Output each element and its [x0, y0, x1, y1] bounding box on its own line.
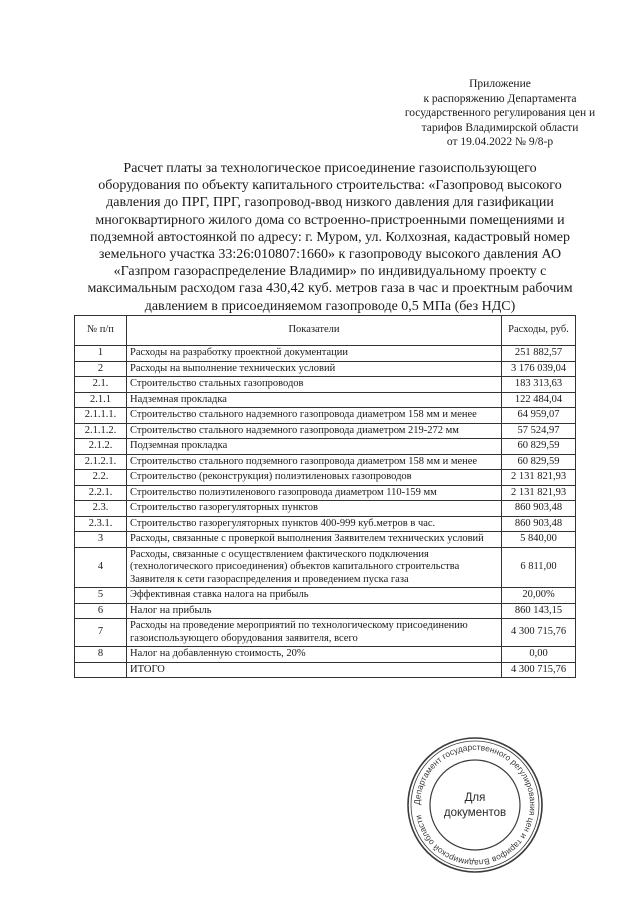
row-text: Расходы на выполнение технических условий	[127, 361, 502, 377]
table-row	[75, 439, 576, 455]
table-row	[75, 392, 576, 408]
header-indicator: Показатели	[127, 316, 502, 346]
row-value: 183 313,63	[502, 377, 576, 393]
cost-table	[74, 315, 576, 678]
table-header-row	[75, 316, 576, 346]
stamp-ring-text	[412, 742, 538, 868]
table-row	[75, 346, 576, 362]
row-text: Налог на прибыль	[127, 603, 502, 619]
row-num: 1	[75, 346, 127, 362]
table-row	[75, 485, 576, 501]
table-row	[75, 470, 576, 486]
row-text: Строительство стального надземного газопровода диаметром 158 мм и менее	[127, 408, 502, 424]
row-value: 60 829,59	[502, 454, 576, 470]
title-line: максимальным расходом газа 430,42 куб. метров газа в час и проектным рабочим	[87, 281, 573, 297]
title-line: оборудования по объекту капитального строительства: «Газопровод высокого	[98, 178, 562, 194]
row-value: 860 143,15	[502, 603, 576, 619]
row-text: Эффективная ставка налога на прибыль	[127, 588, 502, 604]
row-value: 4 300 715,76	[502, 662, 576, 678]
title-line: подземной автостоянкой по адресу: г. Муром, ул. Колхозная, кадастровый номер	[89, 229, 570, 245]
row-value: 122 484,04	[502, 392, 576, 408]
row-num: 2.1.2.	[75, 439, 127, 455]
row-value: 3 176 039,04	[502, 361, 576, 377]
row-text: Расходы, связанные с осуществлением фактического подключения (технологического присоединения) объектов капитального строительства Заявителя к сети газораспределения и проведением пуска газа	[127, 547, 502, 588]
row-value: 4 300 715,76	[502, 619, 576, 647]
row-num: 2.2.	[75, 470, 127, 486]
row-text: Надземная прокладка	[127, 392, 502, 408]
row-text: Расходы, связанные с проверкой выполнения Заявителем технических условий	[127, 532, 502, 548]
row-value: 0,00	[502, 647, 576, 663]
table-row	[75, 547, 576, 588]
row-num: 2.1.1.2.	[75, 423, 127, 439]
row-value: 64 959,07	[502, 408, 576, 424]
table-row	[75, 647, 576, 663]
row-num: 2	[75, 361, 127, 377]
appendix-header	[380, 77, 620, 150]
row-text: Строительство газорегуляторных пунктов	[127, 501, 502, 517]
row-num: 2.1.1.1.	[75, 408, 127, 424]
table-row	[75, 619, 576, 647]
row-num: 8	[75, 647, 127, 663]
table-row-total	[75, 662, 576, 678]
appendix-line: к распоряжению Департамента	[423, 92, 577, 105]
table-row	[75, 588, 576, 604]
table-row	[75, 408, 576, 424]
row-value: 2 131 821,93	[502, 485, 576, 501]
title-line: «Газпром газораспределение Владимир» по индивидуальному проекту с	[113, 264, 547, 280]
row-value: 251 882,57	[502, 346, 576, 362]
row-num: 2.3.1.	[75, 516, 127, 532]
row-num: 3	[75, 532, 127, 548]
row-text: Строительство полиэтиленового газопровода диаметром 110-159 мм	[127, 485, 502, 501]
row-text: Строительство (реконструкция) полиэтиленовых газопроводов	[127, 470, 502, 486]
stamp-inner-ring	[430, 760, 520, 850]
stamp-ring-textpath: Департамент государственного регулирования цен и тарифов Владимирской области	[411, 741, 539, 869]
row-num: 7	[75, 619, 127, 647]
row-value: 57 524,97	[502, 423, 576, 439]
table-row	[75, 454, 576, 470]
row-num: 2.1.1	[75, 392, 127, 408]
row-num: 2.1.	[75, 377, 127, 393]
row-value: 6 811,00	[502, 547, 576, 588]
table-row	[75, 532, 576, 548]
row-value: 60 829,59	[502, 439, 576, 455]
row-text: Расходы на разработку проектной документации	[127, 346, 502, 362]
header-num: № п/п	[75, 316, 127, 346]
appendix-line: от 19.04.2022 № 9/8-р	[446, 136, 554, 148]
row-num: 6	[75, 603, 127, 619]
table-row	[75, 501, 576, 517]
row-num: 2.1.2.1.	[75, 454, 127, 470]
title-line: давления до ПРГ, ПРГ, газопровод-ввод низкого давления для газификации	[106, 195, 554, 211]
row-text: Строительство стального надземного газопровода диаметром 219-272 мм	[127, 423, 502, 439]
header-cost: Расходы, руб.	[502, 316, 576, 346]
row-text: Расходы на проведение мероприятий по технологическому присоединению газоиспользующего оборудования заявителя, всего	[127, 619, 502, 647]
stamp-outer-ring	[408, 738, 542, 872]
stamp-seal	[405, 735, 545, 875]
row-num: 2.3.	[75, 501, 127, 517]
row-value: 860 903,48	[502, 516, 576, 532]
stamp-center-line1: Для	[464, 792, 486, 804]
title-line: земельного участка 33:26:010807:1660» к газопроводу высокого давления АО	[98, 247, 562, 263]
title-line: Расчет платы за технологическое присоединение газоиспользующего	[123, 161, 537, 176]
appendix-line: государственного регулирования цен и	[404, 107, 596, 119]
table-row	[75, 516, 576, 532]
table-row	[75, 361, 576, 377]
row-num	[75, 662, 127, 678]
title-line: многоквартирного жилого дома со встроенно-пристроенными помещениями и	[95, 212, 565, 228]
row-value: 860 903,48	[502, 501, 576, 517]
row-value: 5 840,00	[502, 532, 576, 548]
appendix-line: тарифов Владимирской области	[421, 121, 579, 134]
row-num: 4	[75, 547, 127, 588]
row-text: Строительство газорегуляторных пунктов 400-999 куб.метров в час.	[127, 516, 502, 532]
title-line: давлением в присоединяемом газопроводе 0,5 МПа (без НДС)	[144, 298, 516, 314]
row-num: 2.2.1.	[75, 485, 127, 501]
document-title	[80, 160, 580, 315]
row-value: 2 131 821,93	[502, 470, 576, 486]
stamp-center-line2: документов	[443, 807, 507, 819]
row-text: Подземная прокладка	[127, 439, 502, 455]
row-text: Строительство стальных газопроводов	[127, 377, 502, 393]
row-num: 5	[75, 588, 127, 604]
table-row	[75, 603, 576, 619]
table-row	[75, 377, 576, 393]
appendix-line: Приложение	[469, 78, 531, 90]
row-text: Налог на добавленную стоимость, 20%	[127, 647, 502, 663]
table-row	[75, 423, 576, 439]
row-text: ИТОГО	[127, 662, 502, 678]
row-value: 20,00%	[502, 588, 576, 604]
row-text: Строительство стального подземного газопровода диаметром 158 мм и менее	[127, 454, 502, 470]
